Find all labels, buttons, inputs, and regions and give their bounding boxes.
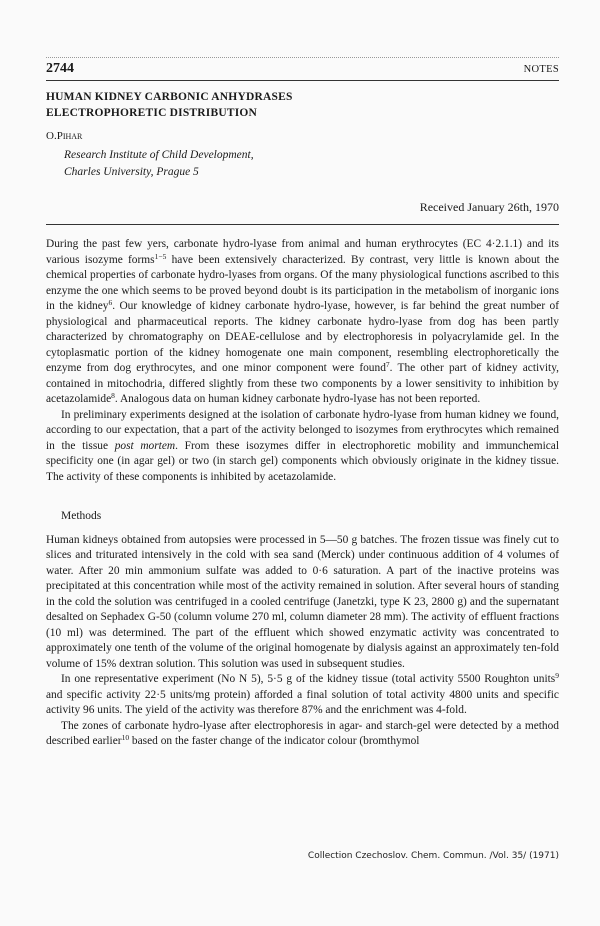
- citation-ref: 6: [108, 298, 113, 307]
- citation-ref: 7: [385, 360, 390, 369]
- journal-citation-footer: Collection Czechoslov. Chem. Commun. /Vol. 35/ (1971): [307, 851, 559, 861]
- page-number: 2744: [46, 61, 74, 76]
- title-line-2: ELECTROPHORETIC DISTRIBUTION: [46, 107, 258, 119]
- received-rule: [46, 224, 559, 225]
- affiliation: [64, 147, 254, 181]
- author: [46, 130, 82, 142]
- paragraph-methods: Human kidneys obtained from autopsies were processed in 5—50 g batches. The frozen tissue was finely cut to slices and triturated intensively in the cold with sea sand (Merck) under continuous addition of 4 volumes of water. After 20 min ammonium sulfate was added to 0·6 saturation. A part of the inactive proteins was precipitated at this concentration while most of the activity remained in solution. After several hours of standing in the cold the solution was centrifuged in a cooled centrifuge (Janetzki, type K 23, 2800 g) and the supernatant desalted on Sephadex G-50 (column volume 270 ml, column diameter 28 mm). The activity of effluent fractions (10 ml) was determined. The part of the effluent which showed enzymatic activity was concentrated to approximately one tenth of the volume of the original homogenate by dialysis against an approximately ten-fold volume of 15% dextran solution. This solution was used in subsequent studies.: [46, 533, 559, 670]
- italic-term: post mortem: [114, 439, 176, 452]
- paragraph-zones: The zones of carbonate hydro-lyase after electrophoresis in agar- and starch-gel were detected by a method described earlier$^{10}$ based on the faster change of the indicator colour (bromthymol: [46, 719, 559, 747]
- header-rule: [46, 80, 559, 81]
- author-surname: Pihar: [56, 130, 83, 142]
- section-label: NOTES: [523, 64, 559, 75]
- paragraph-intro: During the past few yers, carbonate hydro-lyase from animal and human erythrocytes (EC 4·2.1.1) and its various isozyme forms$^{1-5}$ have been extensively characterized. By contrast, very little is known about the chemical properties of carbonate hydro-lyases from organs. Of the many physiological functions ascribed to this enzyme the one which seems to be proved beyond doubt is its participation in the metabolism of inorganic ions in the kidney$^6$. Our knowledge of kidney carbonate hydro-lyase, however, is far behind the great number of physiological and pharmaceutical reports. The kidney carbonate hydro-lyase from dog has been partly characterized by chromatography on DEAE-cellulose and by electrophoresis in polyacrylamide gel. In the cytoplasmatic portion of the kidney homogenate one main component, resembling electrophoretically the enzyme from dog erythrocytes, and one minor component were found$^7$. The other part of kidney activity, contained in mitochodria, differed slightly from these two components by a lower sensitivity to inhibition by acetazolamide$^8$. Analogous data on human kidney carbonate hydro-lyase has not been reported.: [46, 238, 560, 405]
- citation-ref: 1−5: [154, 251, 167, 261]
- article-title: [46, 89, 293, 121]
- citation-ref: 9: [555, 671, 559, 680]
- citation-ref: 10: [121, 733, 130, 742]
- methods-heading: Methods: [61, 510, 102, 522]
- paragraph-preliminary: In preliminary experiments designed at the isolation of carbonate hydro-lyase from human kidney we found, according to our expectation, that a part of the activity belonged to isozymes from erythrocytes which remained in the tissue post mortem. From these isozymes differ in electrophoretic mobility and immunchemical specificity one (in agar gel) or two (in starch gel) components which obviously originate in the kidney tissue. The activity of these components is inhibited by acetazolamide.: [46, 408, 560, 483]
- citation-ref: 8: [111, 391, 115, 400]
- author-initial: O.: [46, 130, 57, 142]
- received-date: Received January 26th, 1970: [419, 200, 559, 214]
- affiliation-line-2: Charles University, Prague 5: [64, 166, 199, 178]
- paragraph-experiment: In one representative experiment (No N 5), 5·5 g of the kidney tissue (total activity 5500 Roughton units$^9$ and specific activity 22·5 units/mg protein) afforded a final solution of total activity 4800 units and specific activity 96 units. The yield of the activity was therefore 87% and the enrichment was 4-fold.: [46, 671, 559, 716]
- top-rule: [46, 57, 559, 58]
- affiliation-line-1: Research Institute of Child Development,: [64, 149, 254, 161]
- title-line-1: HUMAN KIDNEY CARBONIC ANHYDRASES: [46, 91, 293, 103]
- running-head: [46, 61, 559, 77]
- article-body: [46, 237, 559, 750]
